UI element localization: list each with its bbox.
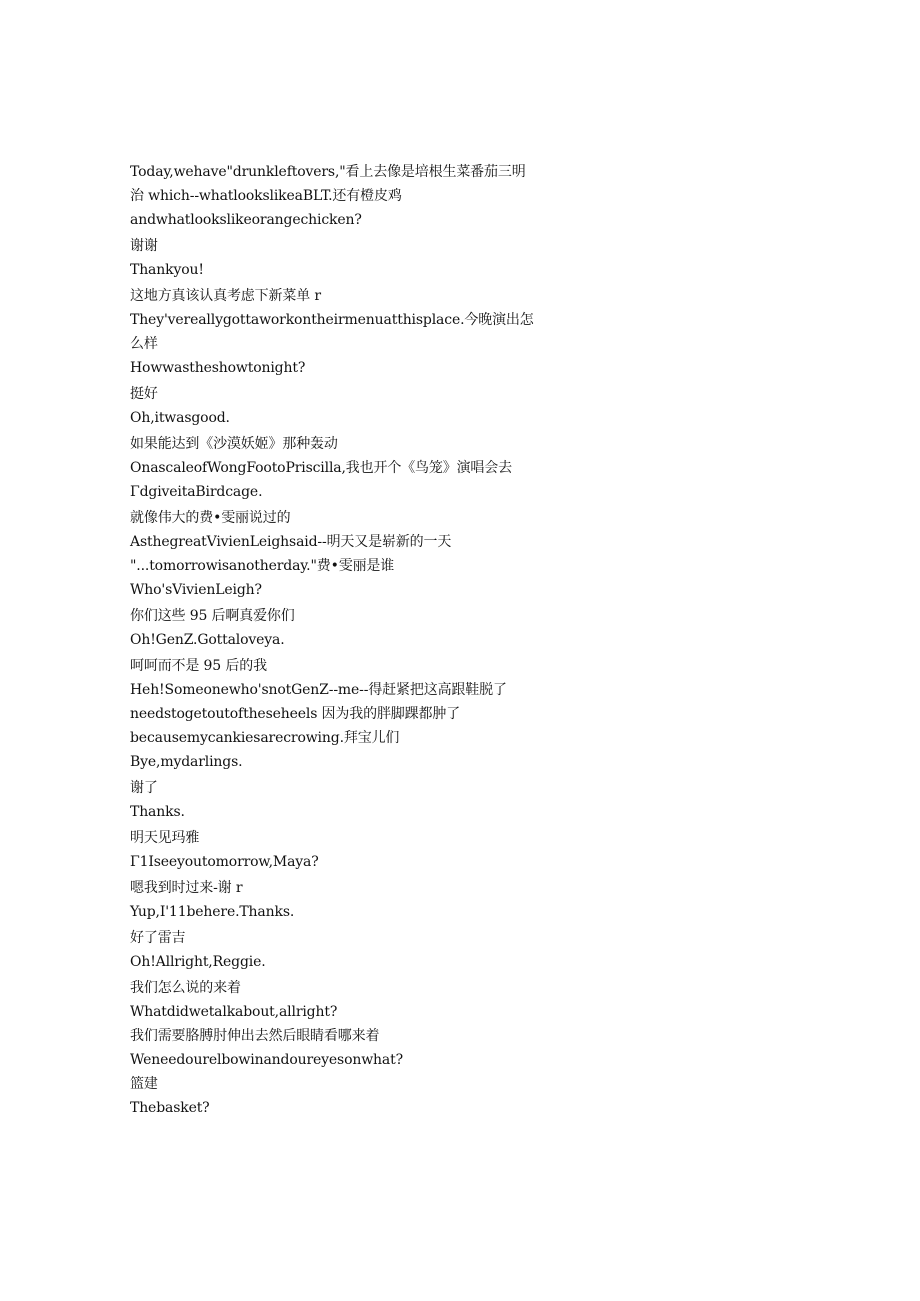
text-line: 我们怎么说的来着 [130,980,241,996]
text-line: Bye,mydarlings. [130,754,243,770]
text-line: Today,wehave"drunkleftovers,"看上去像是培根生菜番茄三明 [130,164,526,180]
text-line: 明天见玛雅 [130,830,200,846]
text-line: Heh!Someonewho'snotGenZ--me--得赶紧把这高跟鞋脱了 [130,682,507,698]
text-line: 谢谢 [130,238,158,254]
text-line: Whatdidwetalkabout,allright? [130,1004,338,1020]
text-line: Thankyou! [130,262,204,278]
text-line: Who'sVivienLeigh? [130,582,262,598]
text-line: 我们需要胳膊肘伸出去然后眼睛看哪来着 [130,1028,380,1044]
text-line: 么样 [130,336,158,352]
text-line: needstogetoutoftheseheels 因为我的胖脚踝都肿了 [130,706,461,722]
text-line: Oh,itwasgood. [130,410,230,426]
text-line: "...tomorrowisanotherday."费•雯丽是谁 [130,558,395,574]
text-line: 你们这些 95 后啊真爱你们 [130,608,295,624]
text-line: AsthegreatVivienLeighsaid--明天又是崭新的一天 [130,534,452,550]
text-line: Yup,I'11behere.Thanks. [130,904,295,920]
text-line: 呵呵而不是 95 后的我 [130,658,267,674]
text-line: Thanks. [130,804,185,820]
transcript-text [130,160,560,1120]
text-line: Weneedourelbowinandoureyesonwhat? [130,1052,403,1068]
text-line: Thebasket? [130,1100,210,1116]
text-line: andwhatlookslikeorangechicken? [130,212,362,228]
text-line: Oh!Allright,Reggie. [130,954,266,970]
text-line: 如果能达到《沙漠妖姬》那种轰动 [130,436,338,452]
text-line: ΓdgiveitаBirdcage. [130,484,263,500]
text-line: 谢了 [130,780,158,796]
text-line: 这地方真该认真考虑下新菜单 r [130,288,321,304]
text-line: They'vereallygottaworkontheirmenuatthisplace.今晚演出怎 [130,312,534,328]
text-line: 好了雷吉 [130,930,186,946]
text-line: Howwastheshowtonight? [130,360,306,376]
text-line: OnascaleofWongFootoPriscilla,我也开个《鸟笼》演唱会去 [130,460,512,476]
text-line: 就像伟大的费•雯丽说过的 [130,510,291,526]
text-line: Γ1Iseeyoutomorrow,Maya? [130,854,319,870]
text-line: 挺好 [130,386,158,402]
text-line: 治 which--whatlookslikeaBLT.还有橙皮鸡 [130,188,402,204]
text-line: Oh!GenZ.Gottaloveya. [130,632,285,648]
text-line: 篮建 [130,1076,158,1092]
text-line: 嗯我到时过来-谢 r [130,880,243,896]
text-line: becausemycankiesarecrowing.拜宝儿们 [130,730,400,746]
